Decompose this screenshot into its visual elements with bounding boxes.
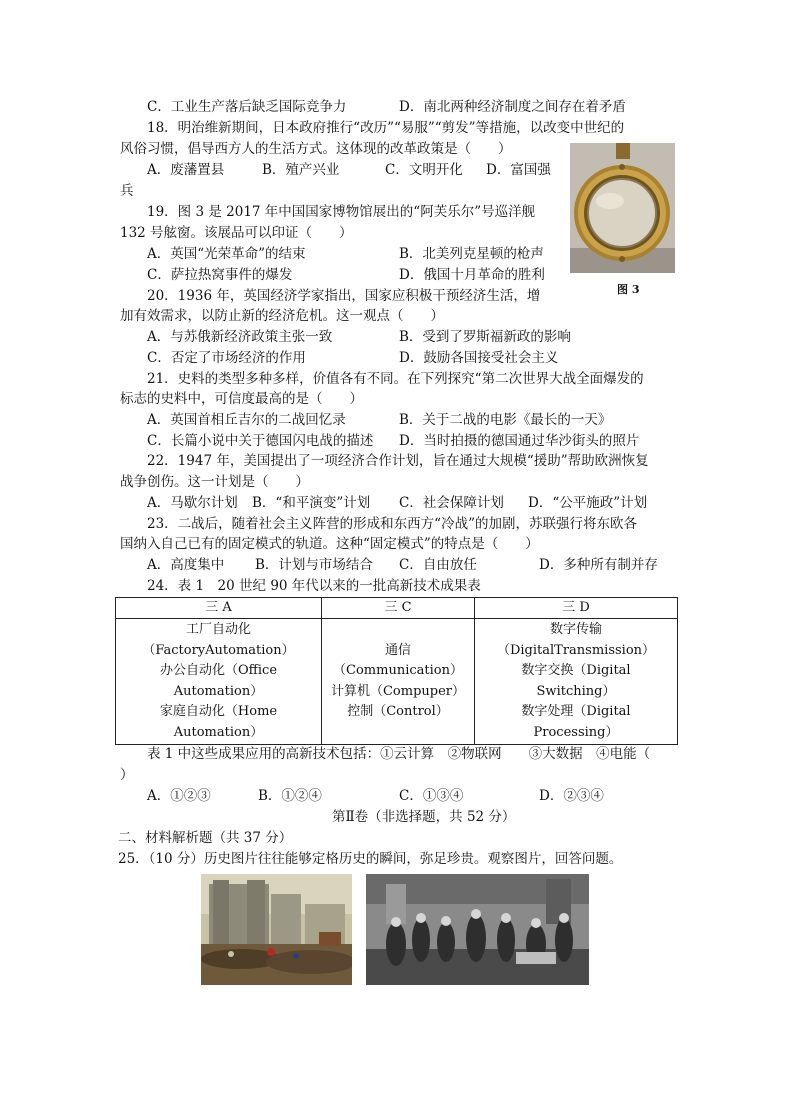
q21-option-b: B．关于二战的电影《最长的一天》: [399, 412, 612, 428]
q22-stem-line2: 战争创伤。这一计划是（ ）: [120, 474, 309, 490]
q23-option-b: B．计划与市场结合: [255, 557, 373, 573]
q19-option-c: C．萨拉热窝事件的爆发: [147, 267, 293, 283]
q22-option-d: D．“公平施政”计划: [528, 495, 648, 511]
q21-option-d: D．当时拍摄的德国通过华沙街头的照片: [399, 433, 640, 449]
q24-option-b: B．①②④: [258, 788, 322, 804]
q20-option-d: D．鼓励各国接受社会主义: [399, 350, 559, 366]
q20-stem-line2: 加有效需求，以防止新的经济危机。这一观点（ ）: [120, 308, 444, 324]
q18-option-b: B．殖产兴业: [262, 162, 340, 178]
cell-c-line: 通信: [384, 642, 411, 658]
q20-option-a: A．与苏俄新经济政策主张一致: [147, 329, 333, 345]
cell-a-line: （FactoryAutomation）: [142, 642, 295, 658]
q18-stem-line1: 18．明治维新期间，日本政府推行“改历”“易服”“剪发”等措施，以改变中世纪的: [147, 120, 625, 136]
table-header-a: 三 A: [116, 598, 322, 619]
q18-stem-line2: 风俗习惯，倡导西方人的生活方式。这体现的改革政策是（ ）: [120, 141, 512, 157]
cell-d-line: 数字传输: [549, 622, 602, 637]
q23-option-c: C．自由放任: [399, 557, 477, 573]
cell-d-line: Processing）: [533, 724, 619, 740]
q23-stem-line2: 国纳入自己已有的固定模式的轨道。这种“固定模式”的特点是（ ）: [120, 536, 539, 552]
table-row: [116, 619, 678, 745]
q18-option-a: A．废藩置县: [147, 162, 225, 178]
q19-option-d: D．俄国十月革命的胜利: [399, 267, 545, 283]
q24-table-title: 24．表 1 20 世纪 90 年代以来的一批高新技术成果表: [147, 578, 481, 594]
q23-option-a: A．高度集中: [147, 557, 225, 573]
table-cell-a: [116, 619, 322, 745]
tech-results-table: [115, 597, 678, 745]
q18-option-d: D．富国强: [486, 162, 551, 178]
q20-option-c: C．否定了市场经济的作用: [147, 350, 306, 366]
section-2-heading: 二、材料解析题（共 37 分）: [118, 830, 293, 846]
q23-stem-line1: 23．二战后，随着社会主义阵营的形成和东西方“冷战”的加剧，苏联强行将东欧各: [147, 516, 637, 532]
q20-option-b: B．受到了罗斯福新政的影响: [399, 329, 571, 345]
q17-option-c: C．工业生产落后缺乏国际竞争力: [147, 99, 347, 115]
cell-a-line: 工厂自动化: [185, 622, 251, 637]
cell-a-line: 办公自动化（Office: [159, 663, 278, 678]
cell-a-line: Automation）: [173, 724, 264, 740]
q20-stem-line1: 20．1936 年，英国经济学家指出，国家应积极干预经济生活，增: [147, 288, 541, 304]
table-cell-c: [322, 619, 475, 745]
q21-stem-line1: 21．史料的类型多种多样，价值各有不同。在下列探究“第二次世界大战全面爆发的: [147, 371, 644, 387]
q23-option-d: D．多种所有制并存: [539, 557, 658, 573]
cell-d-line: （DigitalTransmission）: [496, 642, 656, 658]
part-2-heading: 第Ⅱ卷（非选择题，共 52 分）: [332, 809, 516, 825]
q18-option-c: C．文明开化: [385, 162, 463, 178]
cell-d-line: 数字处理（Digital: [521, 704, 631, 719]
table-header-row: [116, 598, 678, 619]
cell-d-line: Switching）: [536, 683, 616, 699]
q19-option-a: A．英国“光荣革命”的结束: [147, 246, 306, 262]
declaration-signing-painting: [366, 874, 589, 985]
q21-stem-line2: 标志的史料中，可信度最高的是（ ）: [120, 391, 363, 407]
q19-stem-line1: 19．图 3 是 2017 年中国国家博物馆展出的“阿芙乐尔”号巡洋舰: [147, 204, 536, 220]
q18-option-d-wrap: 兵: [120, 183, 134, 199]
cell-c-line: [324, 620, 472, 641]
q22-option-c: C．社会保障计划: [399, 495, 504, 511]
q19-stem-line2: 132 号舷窗。该展品可以印证（ ）: [120, 225, 353, 241]
q17-option-d: D．南北两种经济制度之间存在着矛盾: [399, 99, 626, 115]
q19-option-b: B．北美列克星顿的枪声: [399, 246, 544, 262]
table-header-c: 三 C: [322, 598, 475, 619]
q24-option-d: D．②③④: [539, 788, 604, 804]
porthole-photo: [570, 143, 675, 273]
q24-stem-line1: 表 1 中这些成果应用的高新技术包括：①云计算 ②物联网 ③大数据 ④电能（: [147, 746, 651, 762]
q25-stem: 25．（10 分）历史图片往往能够定格历史的瞬间，弥足珍贵。观察图片，回答问题。: [118, 851, 623, 867]
q21-option-a: A．英国首相丘吉尔的二战回忆录: [147, 412, 346, 428]
table-header-d: 三 D: [475, 598, 678, 619]
q24-stem-line2: ）: [120, 767, 134, 783]
q24-option-c: C．①③④: [399, 788, 464, 804]
table-cell-d: [475, 619, 678, 745]
cell-a-line: 家庭自动化（Home: [159, 704, 278, 719]
cell-a-line: Automation）: [173, 683, 264, 699]
q21-option-c: C．长篇小说中关于德国闪电战的描述: [147, 433, 374, 449]
cell-d-line: 数字交换（Digital: [521, 663, 631, 678]
cell-c-line: （Communication）: [333, 663, 463, 678]
q24-option-a: A．①②③: [147, 788, 211, 804]
cell-c-line: 控制（Control）: [347, 704, 449, 719]
q22-option-b: B．“和平演变”计划: [252, 495, 371, 511]
q22-option-a: A．马歇尔计划: [147, 495, 238, 511]
bastille-painting: [201, 874, 352, 985]
figure-3-caption: 图 3: [617, 283, 640, 296]
q22-stem-line1: 22．1947 年，美国提出了一项经济合作计划，旨在通过大规模“援助”帮助欧洲恢复: [147, 453, 649, 469]
cell-c-line: 计算机（Compuper）: [330, 683, 466, 699]
